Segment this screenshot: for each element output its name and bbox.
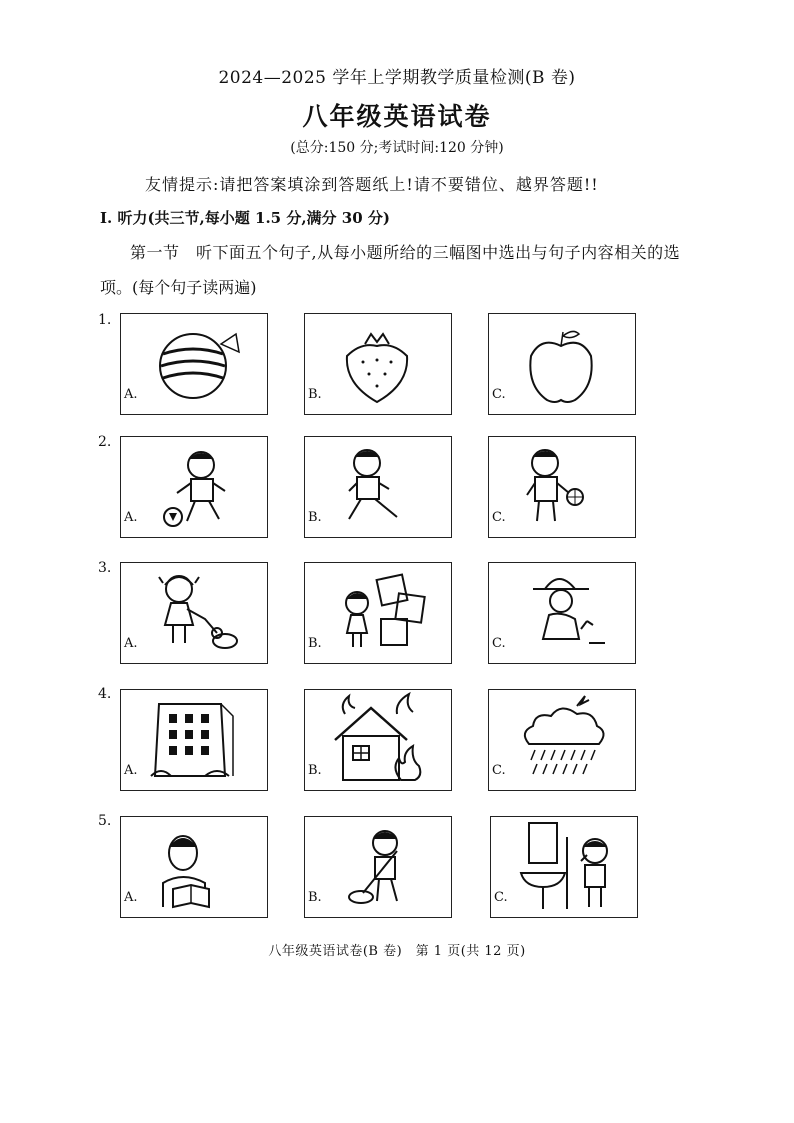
strawberry-icon [305, 314, 450, 413]
option-box[interactable] [304, 562, 452, 664]
question-number: 4. [98, 686, 112, 702]
friendly-tip: 友情提示:请把答案填涂到答题纸上!请不要错位、越界答题!! [145, 175, 599, 194]
paper-title: 八年级英语试卷 [302, 102, 492, 131]
option-box[interactable] [488, 313, 636, 415]
option-box[interactable] [120, 689, 268, 791]
option-box[interactable] [488, 436, 636, 538]
option-box[interactable] [120, 436, 268, 538]
option-letter: C. [492, 387, 506, 402]
option-box[interactable] [120, 816, 268, 918]
collapsed-building-icon [121, 690, 266, 789]
option-letter: B. [308, 890, 322, 905]
option-box[interactable] [120, 562, 268, 664]
option-letter: C. [494, 890, 508, 905]
boy-doing-kungfu-icon [305, 437, 450, 536]
option-letter: B. [308, 763, 322, 778]
score-info: (总分:150 分;考试时间:120 分钟) [290, 140, 504, 156]
option-letter: A. [124, 510, 138, 525]
instruction-line-1: 第一节 听下面五个句子,从每小题所给的三幅图中选出与句子内容相关的选 [130, 243, 681, 262]
question-number: 2. [98, 434, 112, 450]
exam-title: 2024—2025 学年上学期教学质量检测(B 卷) [218, 68, 576, 88]
option-box[interactable] [304, 436, 452, 538]
option-box[interactable] [488, 689, 636, 791]
option-letter: C. [492, 636, 506, 651]
option-letter: A. [124, 763, 138, 778]
man-reading-book-icon [121, 817, 266, 916]
girl-with-stamps-icon [305, 563, 450, 662]
rain-storm-icon [489, 690, 634, 789]
question-number: 1. [98, 312, 112, 328]
boy-playing-soccer-icon [121, 437, 266, 536]
boy-brushing-teeth-icon [491, 817, 636, 916]
section-heading: Ⅰ. 听力(共三节,每小题 1.5 分,满分 30 分) [100, 209, 390, 227]
option-letter: C. [492, 510, 506, 525]
option-letter: A. [124, 636, 138, 651]
watermelon-icon [121, 314, 266, 413]
option-box[interactable] [488, 562, 636, 664]
option-box[interactable] [304, 689, 452, 791]
girl-gardening-icon [489, 563, 634, 662]
option-box[interactable] [120, 313, 268, 415]
option-letter: A. [124, 387, 138, 402]
option-box[interactable] [304, 313, 452, 415]
instruction-line-2: 项。(每个句子读两遍) [100, 278, 257, 297]
option-letter: B. [308, 636, 322, 651]
apple-icon [489, 314, 634, 413]
page-footer: 八年级英语试卷(B 卷) 第 1 页(共 12 页) [268, 944, 526, 959]
question-number: 3. [98, 560, 112, 576]
option-letter: B. [308, 510, 322, 525]
option-letter: C. [492, 763, 506, 778]
question-number: 5. [98, 813, 112, 829]
option-box[interactable] [490, 816, 638, 918]
option-letter: A. [124, 890, 138, 905]
option-box[interactable] [304, 816, 452, 918]
boy-sweeping-icon [305, 817, 450, 916]
girl-walking-dog-icon [121, 563, 266, 662]
boy-playing-basketball-icon [489, 437, 634, 536]
option-letter: B. [308, 387, 322, 402]
house-on-fire-icon [305, 690, 450, 789]
